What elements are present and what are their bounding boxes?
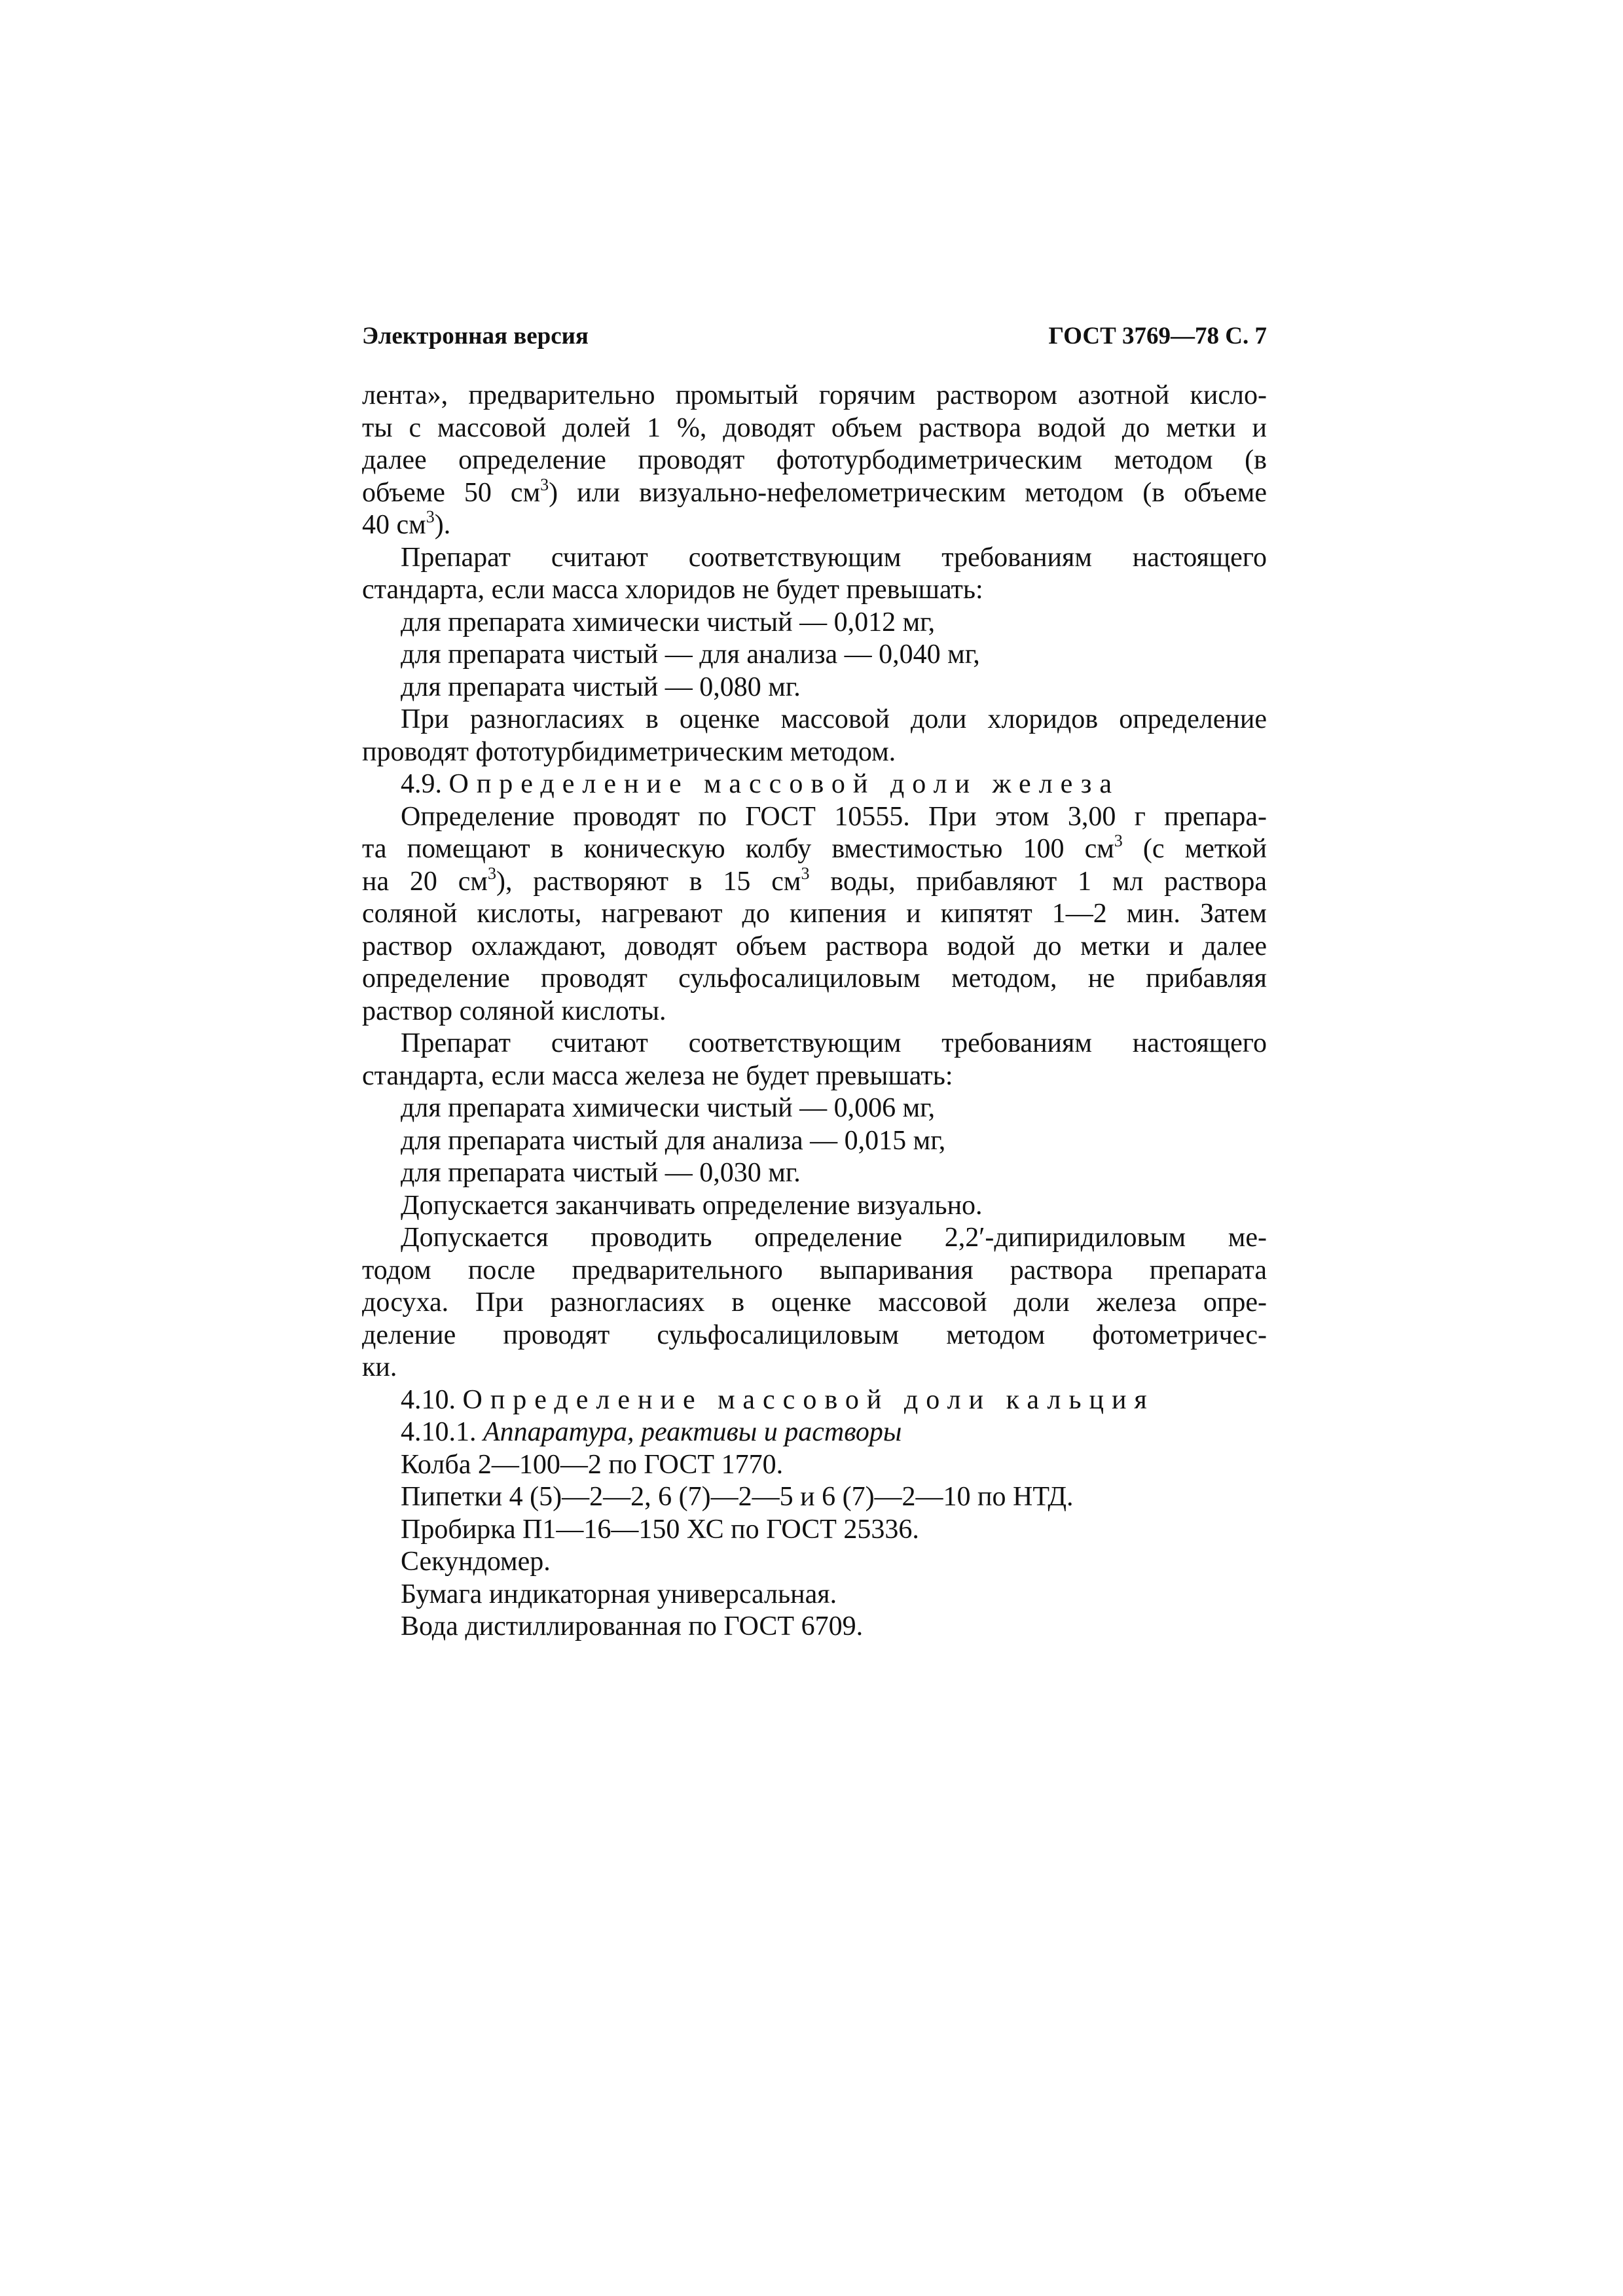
text-line: При разногласиях в оценке массовой доли хлоридов определение (401, 704, 1267, 734)
text-line: стандарта, если масса хлоридов не будет превышать: (362, 575, 983, 605)
apparatus-item: Вода дистиллированная по ГОСТ 6709. (401, 1611, 864, 1641)
section-number: 4.10. (401, 1384, 456, 1415)
text-line: досуха. При разногласиях в оценке массовой доли железа опре- (362, 1287, 1267, 1318)
section-title: Определение массовой доли железа (448, 769, 1120, 799)
page-header (362, 322, 1267, 361)
text-line: раствор соляной кислоты. (362, 996, 666, 1026)
iron-limit-item: для препарата химически чистый — 0,006 мг, (401, 1093, 936, 1123)
chloride-limit-item: для препарата химически чистый — 0,012 мг, (401, 607, 936, 637)
paragraph-visual-allowed: Допускается заканчивать определение визуально. (401, 1190, 983, 1221)
text-line: 40 $см^3$). (362, 507, 451, 540)
paragraph-chloride-method (362, 380, 1267, 542)
text-line: Определение проводят по ГОСТ 10555. При этом 3,00 г препара- (401, 801, 1267, 832)
text-line: проводят фототурбидиметрическим методом. (362, 736, 896, 767)
header-standard-page: ГОСТ 3769—78 С. 7 (1048, 323, 1267, 350)
paragraph-iron-requirement (362, 1028, 1267, 1092)
text-line: деление проводят сульфосалициловым методом фотометричес- (362, 1319, 1267, 1350)
text-line: ты с массовой долей 1 %, доводят объем раствора водой до метки и (362, 412, 1267, 443)
chloride-limit-item: для препарата чистый — для анализа — 0,040 мг, (401, 639, 980, 670)
paragraph-chloride-requirement (362, 542, 1267, 607)
document-body (362, 380, 1267, 1643)
text-line: далее определение проводят фототурбодиметрическим методом (в (362, 445, 1267, 475)
text-line: раствор охлаждают, доводят объем раствора водой до метки и далее (362, 931, 1267, 961)
text-line: Препарат считают соответствующим требованиям настоящего (401, 1028, 1267, 1058)
section-heading-4-10-1 (362, 1416, 1267, 1449)
section-heading-4-9 (362, 768, 1267, 801)
text-line: соляной кислоты, нагревают до кипения и кипятят 1—2 мин. Затем (362, 899, 1267, 929)
text-line: ки. (362, 1352, 397, 1382)
iron-limit-item: для препарата чистый для анализа — 0,015 мг, (401, 1125, 946, 1156)
text-line: лента», предварительно промытый горячим раствором азотной кисло- (362, 380, 1267, 410)
text-line: объеме 50 $см^3$) или визуально-нефелометрическим методом (в объеме (362, 475, 1267, 508)
header-electronic-version: Электронная версия (362, 323, 589, 350)
iron-limit-item: для препарата чистый — 0,030 мг. (401, 1158, 801, 1188)
text-line: та помещают в коническую колбу вместимостью 100 $см^3$ (с меткой (362, 831, 1267, 864)
text-line: на 20 $см^3$), растворяют в 15 $см^3$ воды, прибавляют 1 мл раствора (362, 863, 1267, 897)
section-number: 4.9. (401, 769, 442, 799)
apparatus-item: Секундомер. (401, 1547, 551, 1577)
text-line: Допускается проводить определение 2,2′-дипиридиловым ме- (401, 1223, 1267, 1253)
apparatus-item: Бумага индикаторная универсальная. (401, 1579, 837, 1609)
text-line: определение проводят сульфосалициловым методом, не прибавляя (362, 963, 1267, 994)
apparatus-item: Пробирка П1—16—150 ХС по ГОСТ 25336. (401, 1514, 919, 1545)
section-title: Определение массовой доли кальция (462, 1384, 1155, 1415)
paragraph-iron-method (362, 801, 1267, 1028)
chloride-limit-item: для препарата чистый — 0,080 мг. (401, 672, 801, 702)
apparatus-item: Пипетки 4 (5)—2—2, 6 (7)—2—5 и 6 (7)—2—10 по НТД. (401, 1482, 1074, 1512)
text-line: стандарта, если масса железа не будет превышать: (362, 1060, 953, 1091)
text-line: тодом после предварительного выпаривания раствора препарата (362, 1255, 1267, 1285)
section-title: Аппаратура, реактивы и растворы (483, 1417, 902, 1447)
paragraph-dipyridyl-method (362, 1222, 1267, 1384)
section-heading-4-10 (362, 1384, 1267, 1417)
section-number: 4.10.1. (401, 1417, 477, 1447)
paragraph-chloride-dispute (362, 704, 1267, 768)
apparatus-item: Колба 2—100—2 по ГОСТ 1770. (401, 1449, 784, 1480)
text-line: Препарат считают соответствующим требованиям настоящего (401, 542, 1267, 573)
